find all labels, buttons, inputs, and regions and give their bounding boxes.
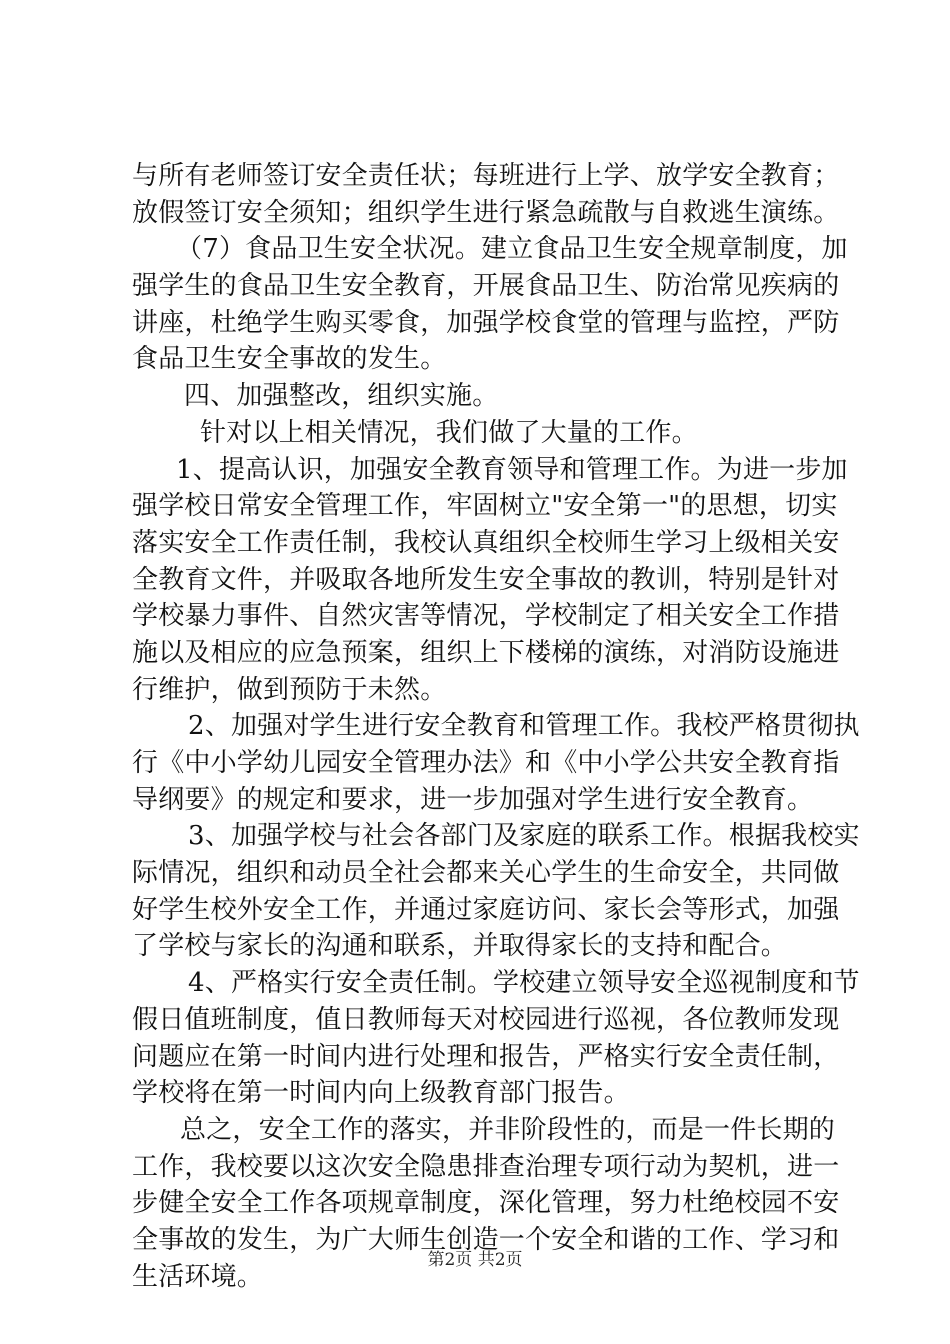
text-line: 放假签订安全须知；组织学生进行紧急疏散与自救逃生演练。	[132, 197, 840, 228]
text-line: 2、加强对学生进行安全教育和管理工作。我校严格贯彻执	[188, 711, 860, 742]
text-line: 工作，我校要以这次安全隐患排查治理专项行动为契机，进一	[132, 1151, 840, 1182]
text-line: 落实安全工作责任制，我校认真组织全校师生学习上级相关安	[132, 527, 840, 558]
text-line: 学校暴力事件、自然灾害等情况，学校制定了相关安全工作措	[132, 601, 840, 632]
text-line: 强学生的食品卫生安全教育，开展食品卫生、防治常见疾病的	[132, 271, 840, 302]
text-line: 假日值班制度，值日教师每天对校园进行巡视，各位教师发现	[132, 1004, 840, 1035]
text-line: 讲座，杜绝学生购买零食，加强学校食堂的管理与监控，严防	[132, 307, 840, 338]
text-line: 好学生校外安全工作，并通过家庭访问、家长会等形式，加强	[132, 894, 840, 925]
paragraph-item-1	[132, 452, 848, 709]
text-line: 食品卫生安全事故的发生。	[132, 344, 447, 375]
text-line: 3、加强学校与社会各部门及家庭的联系工作。根据我校实	[188, 821, 860, 852]
paragraph-intro	[132, 415, 832, 452]
text-line: 强学校日常安全管理工作，牢固树立"安全第一"的思想，切实	[132, 491, 838, 522]
text-line: 四、加强整改，组织实施。	[184, 381, 499, 412]
text-line: 了学校与家长的沟通和联系，并取得家长的支持和配合。	[132, 931, 788, 962]
paragraph-item-2	[132, 708, 860, 818]
document-body	[132, 158, 860, 1295]
text-line: 学校将在第一时间内向上级教育部门报告。	[132, 1078, 630, 1109]
text-line: 行维护，做到预防于未然。	[132, 674, 447, 705]
section-heading	[132, 378, 832, 415]
page-number-footer: 第2页 共2页	[427, 1250, 523, 1270]
text-line: 总之，安全工作的落实，并非阶段性的，而是一件长期的	[180, 1114, 836, 1145]
text-line: 1、提高认识，加强安全教育领导和管理工作。为进一步加	[176, 454, 848, 485]
text-line: 施以及相应的应急预案，组织上下楼梯的演练，对消防设施进	[132, 637, 840, 668]
text-line: （7）食品卫生安全状况。建立食品卫生安全规章制度，加	[176, 234, 848, 265]
text-line: 针对以上相关情况，我们做了大量的工作。	[200, 417, 698, 448]
text-line: 际情况，组织和动员全社会都来关心学生的生命安全，共同做	[132, 858, 840, 889]
paragraph-safety-responsibility	[132, 158, 840, 231]
paragraph-item-4	[132, 965, 860, 1112]
text-line: 行《中小学幼儿园安全管理办法》和《中小学公共安全教育指	[132, 748, 840, 778]
text-line: 生活环境。	[132, 1261, 264, 1292]
text-line: 导纲要》的规定和要求，进一步加强对学生进行安全教育。	[132, 784, 814, 815]
text-line: 步健全安全工作各项规章制度，深化管理，努力杜绝校园不安	[132, 1188, 840, 1219]
paragraph-item-3	[132, 818, 860, 965]
text-line: 全教育文件，并吸取各地所发生安全事故的教训，特别是针对	[132, 564, 840, 595]
text-line: 与所有老师签订安全责任状；每班进行上学、放学安全教育；	[132, 161, 840, 191]
paragraph-food-safety	[132, 231, 848, 378]
text-line: 问题应在第一时间内进行处理和报告，严格实行安全责任制，	[132, 1041, 840, 1072]
text-line: 4、严格实行安全责任制。学校建立领导安全巡视制度和节	[188, 968, 860, 999]
text-line: 全事故的发生，为广大师生创造一个安全和谐的工作、学习和	[132, 1224, 840, 1255]
